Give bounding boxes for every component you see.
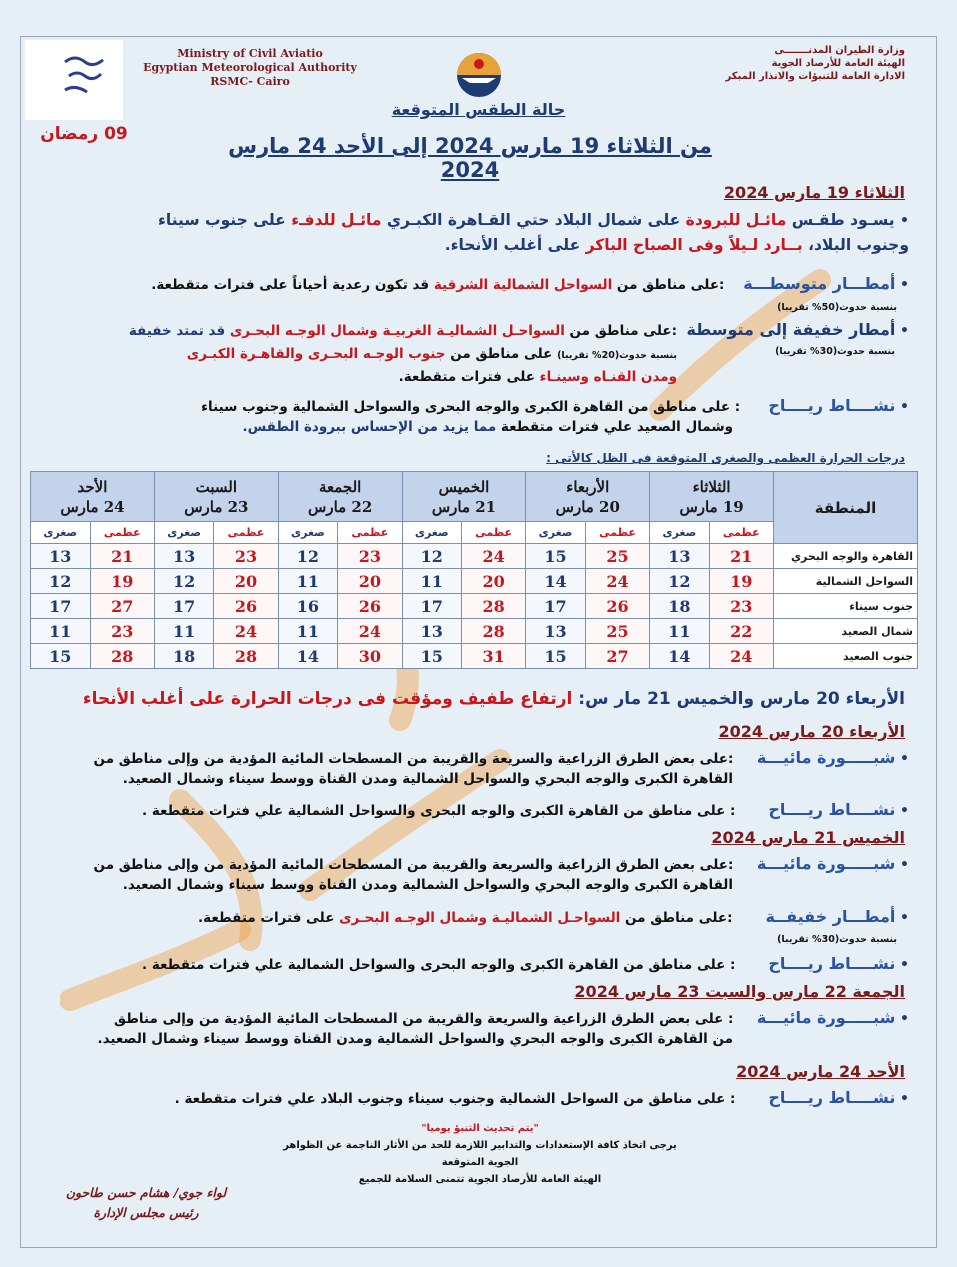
- frisat-heading: الجمعة 22 مارس والسبت 23 مارس 2024: [574, 982, 905, 1001]
- day-header: الخميس 21 مارس: [402, 472, 526, 522]
- tuesday-summary: [49, 208, 909, 257]
- max-temp: 27: [90, 594, 154, 619]
- rain2-probability-2: بنسبة حدوث(20% تقريبا): [557, 350, 677, 361]
- wind-a: : على مناطق من السواحل الشمالية وجنوب سيناء وجنوب البلاد علي فترات متقطعة .: [174, 1091, 736, 1107]
- max-temp: 21: [709, 544, 773, 569]
- bullet-icon: •: [900, 323, 909, 339]
- max-temp: 23: [90, 619, 154, 644]
- max-temp: 26: [585, 594, 649, 619]
- wind-c: مما يزيد من الإحساس ببرودة الطقس.: [242, 419, 497, 435]
- day-header: السبت 23 مارس: [154, 472, 278, 522]
- min-temp: 12: [402, 544, 461, 569]
- max-temp: 24: [338, 619, 402, 644]
- bullet-icon: •: [900, 957, 909, 973]
- summary-c: على شمال البلاد حتي القـاهرة الكبـري: [386, 211, 681, 229]
- bullet-icon: •: [900, 213, 909, 229]
- department-ar: الادارة العامة للتنبؤات والانذار المبكر: [725, 71, 905, 82]
- rain2-c: قد تمتد خفيفة: [128, 323, 226, 339]
- rain1-a: :على مناطق من: [616, 277, 725, 293]
- min-temp: 16: [278, 594, 337, 619]
- region-header: المنطقة: [774, 472, 918, 544]
- min-temp: 15: [526, 644, 585, 669]
- day-header: الثلاثاء 19 مارس: [650, 472, 774, 522]
- temperature-table: [30, 471, 918, 669]
- bullet-icon: •: [900, 910, 909, 926]
- footer-notes: [270, 1120, 690, 1188]
- wind-label: نشــــاط ريــــاح: [768, 954, 896, 973]
- wind-a: : على مناطق من القاهرة الكبرى والوجه البحرى والسواحل الشمالية وجنوب سيناء: [201, 399, 741, 415]
- wish-note: الهيئة العامة للأرصاد الجوية تتمنى السلامة للجميع: [358, 1174, 602, 1185]
- rain1-probability: بنسبة حدوث(50% تقريبا): [777, 302, 897, 313]
- fog-a: :على بعض الطرق الزراعية والسريعة والقريبة من المسطحات المائية المؤدية من وإلى مناطق من: [93, 857, 734, 873]
- fog-label: شبـــــورة مائيـــة: [756, 1008, 896, 1027]
- region-name: جنوب سيناء: [774, 594, 918, 619]
- max-temp: 20: [461, 569, 525, 594]
- table-row: [31, 594, 918, 619]
- wednesday-fog-cont: القاهرة الكبرى والوجه البحري والسواحل الشمالية ومدن القناة ووسط سيناء وشمال الصعيد.: [122, 771, 733, 787]
- signer-title: رئيس مجلس الإدارة: [93, 1205, 199, 1220]
- min-temp: 12: [31, 569, 91, 594]
- ministry-ar: وزارة الطيران المدنـــــــى: [774, 45, 905, 56]
- tuesday-rain2-cont2: [47, 368, 677, 387]
- max-label: عظمى: [90, 522, 154, 544]
- min-temp: 11: [402, 569, 461, 594]
- region-name: شمال الصعيد: [774, 619, 918, 644]
- tuesday-wind-cont: [43, 418, 733, 437]
- max-temp: 28: [214, 644, 278, 669]
- ramadan-logo: [25, 40, 123, 120]
- rain2-b: السواحـل الشماليـة الغربيـة وشمال الوجـه البحـرى: [229, 323, 565, 339]
- min-temp: 17: [31, 594, 91, 619]
- authority-en: Egyptian Meteorological Authority: [143, 61, 357, 74]
- min-temp: 15: [526, 544, 585, 569]
- max-label: عظمى: [338, 522, 402, 544]
- thursday-heading: الخميس 21 مارس 2024: [711, 828, 905, 847]
- tuesday-rain1: [49, 274, 909, 295]
- rain2-a: :على مناطق من: [569, 323, 678, 339]
- max-temp: 28: [461, 619, 525, 644]
- wednesday-heading: الأربعاء 20 مارس 2024: [718, 722, 905, 741]
- min-label: صغرى: [526, 522, 585, 544]
- bullet-icon: •: [900, 751, 909, 767]
- max-temp: 23: [709, 594, 773, 619]
- bullet-icon: •: [900, 399, 909, 415]
- summary-b: مائـل للبرودة: [685, 211, 787, 229]
- summary-g: بــارد لـيلاً وفى الصباح الباكر: [585, 236, 803, 254]
- day-header: الأحد 24 مارس: [31, 472, 155, 522]
- min-temp: 14: [526, 569, 585, 594]
- wind-label: نشــــاط ريــــاح: [768, 800, 896, 819]
- min-temp: 11: [650, 619, 709, 644]
- max-temp: 27: [585, 644, 649, 669]
- max-temp: 21: [90, 544, 154, 569]
- rain2-f: ومدن القنـاه وسينـاء: [539, 369, 677, 385]
- min-temp: 18: [650, 594, 709, 619]
- min-temp: 17: [402, 594, 461, 619]
- max-temp: 26: [214, 594, 278, 619]
- header-arabic: [675, 44, 905, 83]
- max-temp: 24: [214, 619, 278, 644]
- min-temp: 15: [31, 644, 91, 669]
- max-temp: 24: [585, 569, 649, 594]
- thursday-fog: [39, 854, 909, 875]
- tuesday-rain2: [49, 320, 909, 341]
- rain-a: :على مناطق من: [625, 910, 733, 926]
- frisat-fog-cont: من القاهرة الكبرى والوجه البحري والسواحل الشمالية ومدن القناة ووسط سيناء وشمال الصعيد.: [97, 1031, 733, 1047]
- rain-c: على فترات متقطعة.: [198, 910, 335, 926]
- max-temp: 24: [709, 644, 773, 669]
- min-temp: 12: [154, 569, 213, 594]
- thursday-fog-cont: القاهرة الكبرى والوجه البحري والسواحل الشمالية ومدن القناة ووسط سيناء وشمال الصعيد.: [122, 877, 733, 893]
- table-caption: درجات الحرارة العظمى والصغرى المتوقعة فى الظل كالأتى :: [546, 451, 905, 465]
- min-label: صغرى: [154, 522, 213, 544]
- min-label: صغرى: [278, 522, 337, 544]
- min-temp: 18: [154, 644, 213, 669]
- rain-label: أمطـــار خفيفــة: [765, 907, 896, 926]
- fog-label: شبـــــورة مائيـــة: [756, 854, 896, 873]
- tuesday-wind: [49, 396, 909, 417]
- wedthu-a: الأربعاء 20 مارس والخميس 21 مار س:: [578, 689, 905, 709]
- fog-label: شبـــــورة مائيـــة: [756, 748, 896, 767]
- min-temp: 11: [154, 619, 213, 644]
- thursday-rain: [49, 907, 909, 928]
- wedthu-summary: [83, 686, 905, 712]
- tuesday-rain2-cont: [47, 345, 677, 365]
- min-label: صغرى: [650, 522, 709, 544]
- region-name: السواحل الشمالية: [774, 569, 918, 594]
- fog-a: : على بعض الطرق الزراعية والسريعة والقريبة من المسطحات المائية المؤدية من وإلى مناطق: [114, 1011, 734, 1027]
- min-temp: 12: [278, 544, 337, 569]
- region-name: جنوب الصعيد: [774, 644, 918, 669]
- rain2-g: على فترات متقطعة.: [398, 369, 535, 385]
- frisat-fog: [39, 1008, 909, 1029]
- sunday-wind: [49, 1088, 909, 1109]
- ema-logo: [452, 50, 506, 100]
- max-temp: 30: [338, 644, 402, 669]
- max-temp: 25: [585, 619, 649, 644]
- min-temp: 14: [278, 644, 337, 669]
- tuesday-heading: الثلاثاء 19 مارس 2024: [723, 183, 905, 202]
- wind-a: : على مناطق من القاهرة الكبرى والوجه البحرى والسواحل الشمالية علي فترات متقطعة .: [141, 803, 736, 819]
- max-temp: 20: [338, 569, 402, 594]
- ramadan-date: 09 رمضان: [40, 124, 128, 144]
- wednesday-wind: [49, 800, 909, 821]
- header-english: [120, 47, 380, 89]
- max-temp: 28: [90, 644, 154, 669]
- summary-f: وجنوب البلاد،: [808, 236, 909, 254]
- table-row: [31, 644, 918, 669]
- max-label: عظمى: [461, 522, 525, 544]
- bullet-icon: •: [900, 857, 909, 873]
- max-temp: 24: [461, 544, 525, 569]
- min-temp: 11: [278, 619, 337, 644]
- wednesday-fog: [39, 748, 909, 769]
- max-label: عظمى: [709, 522, 773, 544]
- summary-a: يسـود طقـس: [791, 211, 895, 229]
- max-label: عظمى: [214, 522, 278, 544]
- wedthu-b: ارتفاع طفيف ومؤقت فى درجات الحرارة على أغلب الأنحاء: [82, 689, 573, 709]
- rain1-b: السواحل الشمالية الشرقية: [433, 277, 613, 293]
- wind-a: : على مناطق من القاهرة الكبرى والوجه البحرى والسواحل الشمالية علي فترات متقطعة .: [141, 957, 736, 973]
- max-label: عظمى: [585, 522, 649, 544]
- page-title: حالة الطقس المتوقعة: [391, 100, 566, 119]
- min-label: صغرى: [402, 522, 461, 544]
- ministry-en: Ministry of Civil Aviatio: [177, 47, 323, 60]
- min-label: صغرى: [31, 522, 91, 544]
- max-temp: 19: [709, 569, 773, 594]
- max-temp: 22: [709, 619, 773, 644]
- max-temp: 20: [214, 569, 278, 594]
- max-temp: 31: [461, 644, 525, 669]
- sunday-heading: الأحد 24 مارس 2024: [736, 1062, 905, 1081]
- rsmc-en: RSMC- Cairo: [210, 75, 290, 88]
- forecast-period: من الثلاثاء 19 مارس 2024 إلى الأحد 24 مارس 2024: [228, 134, 712, 182]
- region-name: القاهرة والوجه البحري: [774, 544, 918, 569]
- table-row: [31, 544, 918, 569]
- min-temp: 11: [31, 619, 91, 644]
- max-temp: 23: [338, 544, 402, 569]
- signer-name: لواء جوي/ هشام حسن طاحون: [65, 1185, 227, 1200]
- min-temp: 13: [650, 544, 709, 569]
- rain1-label: أمطـــار متوسطـــة: [743, 274, 896, 293]
- fog-a: :على بعض الطرق الزراعية والسريعة والقريبة من المسطحات المائية المؤدية من وإلى مناطق من: [93, 751, 734, 767]
- table-row: [31, 569, 918, 594]
- min-temp: 17: [154, 594, 213, 619]
- rain-b: السواحـل الشماليـة وشمال الوجـه البحـرى: [339, 910, 621, 926]
- update-note: "يتم تحديث التنبؤ يوميا": [421, 1123, 539, 1134]
- min-temp: 15: [402, 644, 461, 669]
- min-temp: 13: [154, 544, 213, 569]
- day-header: الأربعاء 20 مارس: [526, 472, 650, 522]
- wind-label: نشــــاط ريــــاح: [768, 1088, 896, 1107]
- min-temp: 17: [526, 594, 585, 619]
- bullet-icon: •: [900, 277, 909, 293]
- min-temp: 14: [650, 644, 709, 669]
- max-temp: 25: [585, 544, 649, 569]
- thursday-rain-probability: بنسبة حدوث(30% تقريبا): [777, 934, 897, 945]
- bullet-icon: •: [900, 1011, 909, 1027]
- bullet-icon: •: [900, 1091, 909, 1107]
- max-temp: 23: [214, 544, 278, 569]
- temperature-rows: [31, 544, 918, 669]
- wind-b: وشمال الصعيد علي فترات متقطعة: [500, 419, 733, 435]
- min-temp: 12: [650, 569, 709, 594]
- rain1-c: قد تكون رعدية أحياناً على فترات متقطعة.: [151, 277, 430, 293]
- max-temp: 28: [461, 594, 525, 619]
- wind-label: نشــــاط ريــــاح: [768, 396, 896, 415]
- rain2-d: على مناطق من: [450, 346, 553, 362]
- max-temp: 26: [338, 594, 402, 619]
- min-temp: 11: [278, 569, 337, 594]
- min-temp: 13: [31, 544, 91, 569]
- day-header: الجمعة 22 مارس: [278, 472, 402, 522]
- authority-ar: الهيئة العامة للأرصاد الجوية: [771, 58, 905, 69]
- rain2-probability-1: بنسبة حدوث(30% تقريبا): [775, 346, 895, 357]
- min-temp: 13: [402, 619, 461, 644]
- min-temp: 13: [526, 619, 585, 644]
- bullet-icon: •: [900, 803, 909, 819]
- summary-e: على جنوب سيناء: [157, 211, 286, 229]
- table-row: [31, 619, 918, 644]
- rain2-e: جنوب الوجـه البحـرى والقاهـرة الكبـرى: [186, 346, 446, 362]
- rain2-label: أمطار خفيفة إلى متوسطة: [686, 320, 896, 339]
- max-temp: 19: [90, 569, 154, 594]
- summary-d: مائـل للدفـء: [291, 211, 382, 229]
- signature-block: [36, 1183, 256, 1223]
- advice-note: يرجى اتخاذ كافة الإستعدادات والتدابير اللازمة للحد من الأثار الناجمة عن الظواهر الجوية المتوقعة: [283, 1140, 677, 1168]
- thursday-wind: [49, 954, 909, 975]
- summary-h: على أغلب الأنحاء.: [444, 236, 581, 254]
